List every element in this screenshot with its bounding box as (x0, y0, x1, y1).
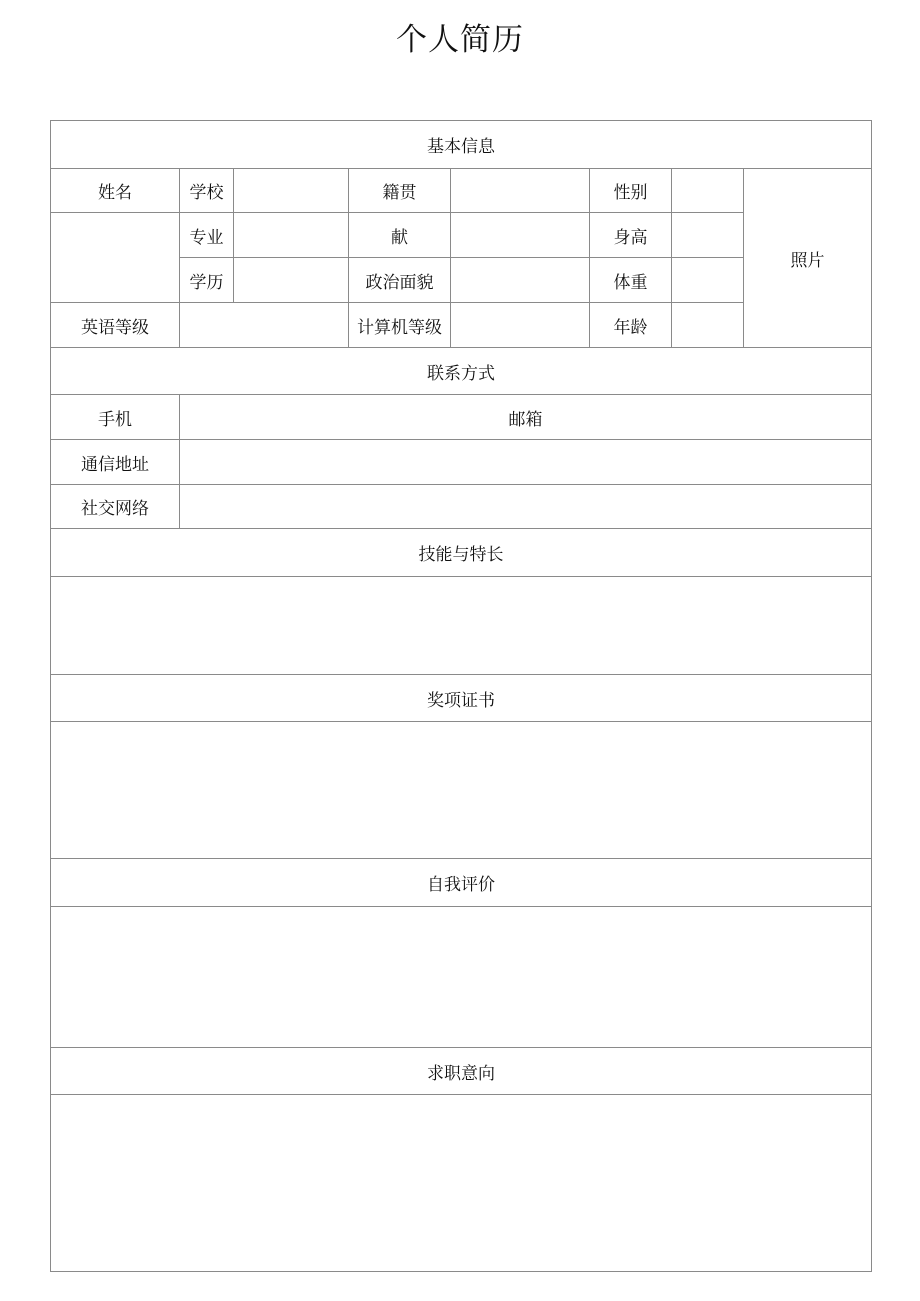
resume-table (50, 120, 872, 1272)
skills-content-cell[interactable] (51, 577, 872, 675)
label-address: 通信地址 (51, 440, 180, 485)
section-header-skills: 技能与特长 (51, 529, 872, 577)
awards-content-cell[interactable] (51, 722, 872, 859)
address-value-cell[interactable] (180, 440, 872, 485)
computer-level-value-cell[interactable] (451, 303, 590, 348)
name-value-cell[interactable] (51, 213, 180, 303)
photo-cell[interactable]: 照片 (744, 169, 872, 348)
age-value-cell[interactable] (672, 303, 744, 348)
label-gender: 性别 (590, 169, 672, 213)
label-major: 专业 (180, 213, 234, 258)
section-header-job-intention: 求职意向 (51, 1048, 872, 1095)
section-header-contact: 联系方式 (51, 348, 872, 395)
section-header-self-evaluation: 自我评价 (51, 859, 872, 907)
label-school: 学校 (180, 169, 234, 213)
native-place-value-cell[interactable] (451, 169, 590, 213)
page-title: 个人简历 (396, 22, 524, 58)
section-header-basic-info: 基本信息 (51, 121, 872, 169)
major-value-cell[interactable] (234, 213, 349, 258)
english-level-value-cell[interactable] (180, 303, 349, 348)
social-value-cell[interactable] (180, 485, 872, 529)
label-age: 年龄 (590, 303, 672, 348)
label-native-place: 籍贯 (349, 169, 451, 213)
label-computer-level: 计算机等级 (349, 303, 451, 348)
school-value-cell[interactable] (234, 169, 349, 213)
label-education: 学历 (180, 258, 234, 303)
self-evaluation-content-cell[interactable] (51, 907, 872, 1048)
education-value-cell[interactable] (234, 258, 349, 303)
weight-value-cell[interactable] (672, 258, 744, 303)
label-english-level: 英语等级 (51, 303, 180, 348)
job-intention-content-cell[interactable] (51, 1095, 872, 1272)
label-weight: 体重 (590, 258, 672, 303)
xian-value-cell[interactable] (451, 213, 590, 258)
label-name: 姓名 (51, 169, 180, 213)
section-header-awards: 奖项证书 (51, 675, 872, 722)
political-status-value-cell[interactable] (451, 258, 590, 303)
label-email: 邮箱 (180, 395, 872, 440)
label-xian: 献 (349, 213, 451, 258)
label-social: 社交网络 (51, 485, 180, 529)
label-phone: 手机 (51, 395, 180, 440)
label-political-status: 政治面貌 (349, 258, 451, 303)
height-value-cell[interactable] (672, 213, 744, 258)
label-height: 身高 (590, 213, 672, 258)
gender-value-cell[interactable] (672, 169, 744, 213)
